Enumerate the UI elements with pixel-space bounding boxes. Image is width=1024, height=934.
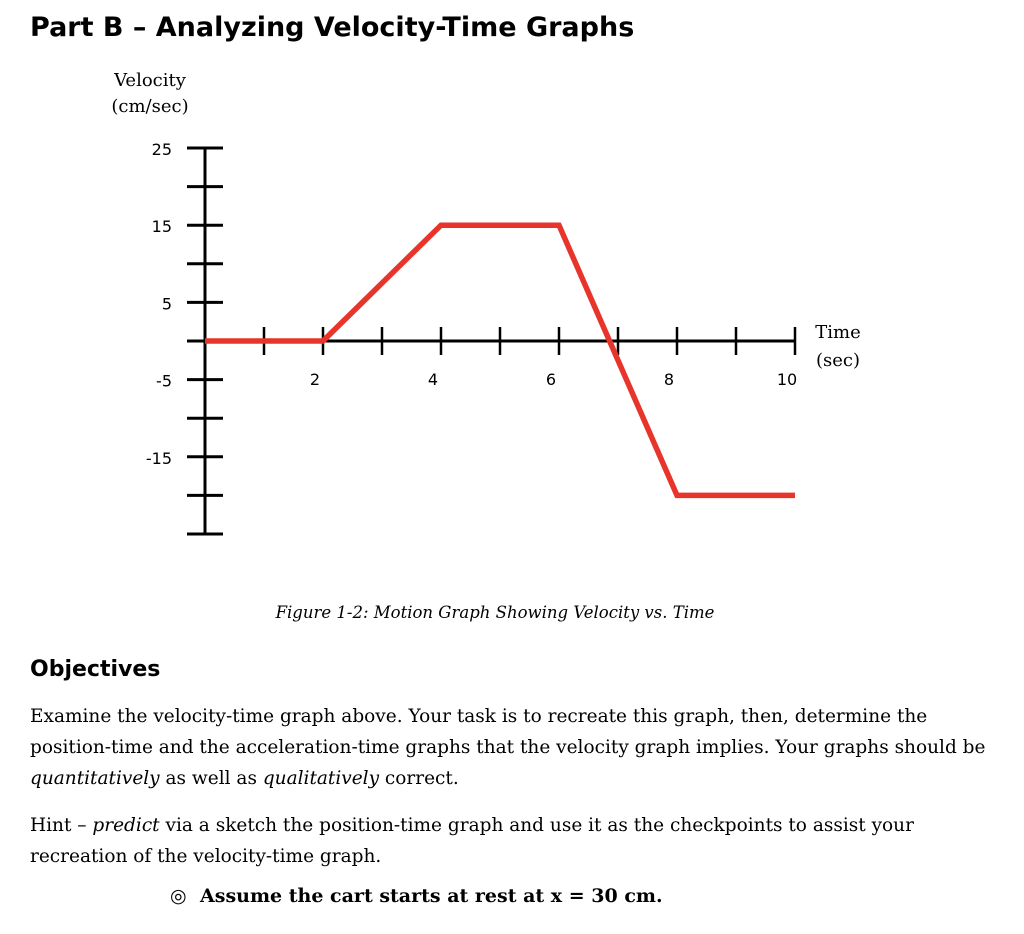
assumption-text: Assume the cart starts at rest at x = 30 cm.	[200, 885, 663, 907]
x-tick-label: 6	[545, 370, 557, 389]
x-axis-label-unit: (sec)	[815, 350, 861, 371]
objectives-heading: Objectives	[30, 657, 161, 682]
y-tick-label: -15	[145, 448, 172, 468]
x-tick-label: 2	[309, 370, 321, 389]
y-tick-label: -5	[156, 371, 172, 391]
y-tick-label: 5	[161, 294, 172, 314]
bullseye-icon: ◎	[170, 885, 187, 907]
velocity-time-chart	[0, 60, 1024, 640]
p1-run: as well as	[159, 768, 263, 789]
p1-run: correct.	[379, 768, 459, 789]
x-tick-label: 8	[663, 370, 675, 389]
y-axis-label: Velocity	[114, 70, 186, 91]
y-tick-label: 25	[151, 140, 172, 159]
hint-paragraph	[30, 810, 1000, 872]
p2-run: Hint –	[30, 815, 93, 836]
p2-run: via a sketch the position-time graph and use it as the checkpoints to assist your recreation of the velocity-time graph.	[30, 815, 914, 867]
x-axis-label: Time	[815, 322, 861, 343]
y-tick-label: 15	[151, 217, 172, 237]
p2-run: predict	[92, 815, 160, 836]
velocity-series-line	[205, 225, 798, 495]
x-tick-label: 10	[776, 370, 798, 389]
p1-run: qualitatively	[262, 768, 380, 789]
page-title: Part B – Analyzing Velocity-Time Graphs	[30, 12, 635, 43]
objectives-paragraph	[30, 701, 1000, 794]
x-tick-label: 4	[427, 370, 439, 389]
assumption-note	[170, 885, 663, 907]
figure-caption: Figure 1-2: Motion Graph Showing Velocity vs. Time	[275, 603, 715, 622]
chart-svg	[0, 60, 1024, 640]
p1-run: quantitatively	[30, 768, 160, 789]
y-axis-label-unit: (cm/sec)	[111, 96, 189, 117]
p1-run: Examine the velocity-time graph above. Your task is to recreate this graph, then, determine the position-time and the acceleration-time graphs that the velocity graph implies. Your graphs should be	[30, 706, 986, 758]
